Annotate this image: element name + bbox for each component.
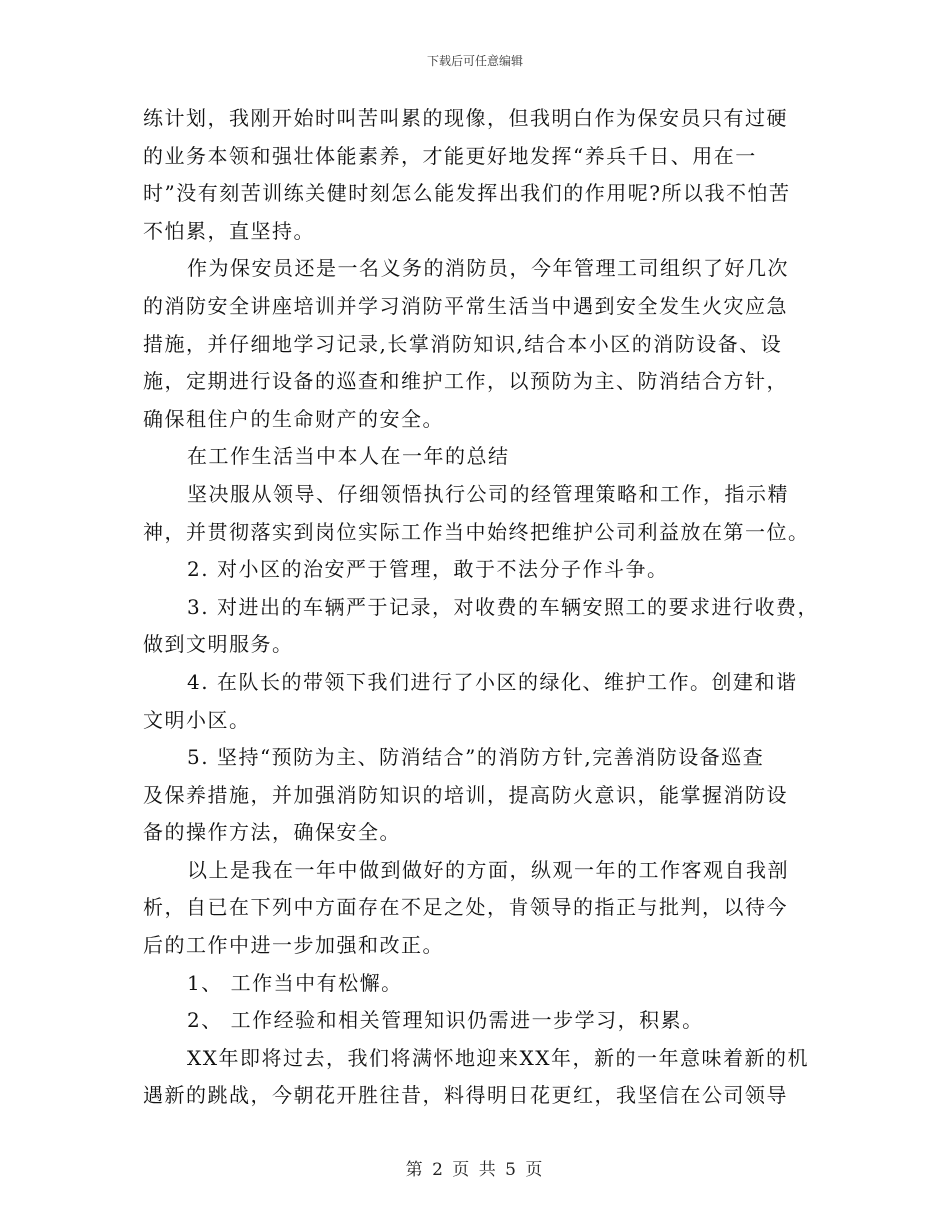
- text-line: 2、 工作经验和相关管理知识仍需进一步学习，积累。: [187, 1008, 704, 1033]
- text-line: 1、 工作当中有松懈。: [187, 970, 403, 995]
- text-line: 时”没有刻苦训练关健时刻怎么能发挥出我们的作用呢?所以我不怕苦: [143, 181, 791, 206]
- text-line: 5. 坚持“预防为主、防消结合”的消防方针,完善消防设备巡查: [187, 745, 765, 770]
- text-line: 练计划，我刚开始时叫苦叫累的现像，但我明白作为保安员只有过硬: [143, 106, 788, 130]
- text-line: 析，自已在下列中方面存在不足之处，肯领导的指正与批判，以待今: [143, 895, 788, 920]
- text-line: 确保租住户的生命财产的安全。: [143, 406, 444, 431]
- text-line: 的消防安全讲座培训并学习消防平常生活当中遇到安全发生火灾应急: [143, 293, 788, 318]
- text-line: 及保养措施，并加强消防知识的培训，提高防火意识，能掌握消防设: [143, 782, 788, 807]
- text-line: 做到文明服务。: [143, 632, 294, 657]
- text-line: XX年即将过去，我们将满怀地迎来XX年，新的一年意味着新的机: [187, 1045, 809, 1070]
- text-line: 作为保安员还是一名义务的消防员，今年管理工司组织了好几次: [187, 256, 789, 281]
- body-text: [143, 100, 819, 1115]
- text-line: 以上是我在一年中做到做好的方面，纵观一年的工作客观自我剖: [187, 857, 789, 882]
- text-line: 3. 对进出的车辆严于记录，对收费的车辆安照工的要求进行收费，: [187, 594, 819, 619]
- text-line: 2. 对小区的治安严于管理，敢于不法分子作斗争。: [187, 557, 669, 582]
- page-footer: 第 2 页 共 5 页: [405, 1160, 545, 1180]
- text-line: 在工作生活当中本人在一年的总结: [187, 444, 510, 469]
- page-header: 下载后可任意编辑: [426, 54, 523, 68]
- text-line: 不怕累，直坚持。: [143, 218, 315, 243]
- text-line: 文明小区。: [143, 707, 251, 732]
- text-line: 的业务本领和强壮体能素养，才能更好地发挥“养兵千日、用在一: [143, 143, 757, 168]
- text-line: 备的操作方法，确保安全。: [143, 820, 401, 845]
- text-line: 遇新的跳战，今朝花开胜往昔，料得明日花更红，我坚信在公司领导: [143, 1083, 788, 1108]
- text-line: 后的工作中进一步加强和改正。: [143, 933, 444, 958]
- text-line: 施，定期进行设备的巡查和维护工作，以预防为主、防消结合方针，: [143, 369, 788, 394]
- text-line: 神，并贯彻落实到岗位实际工作当中始终把维护公司利益放在第一位。: [143, 519, 810, 544]
- text-line: 坚决服从领导、仔细领悟执行公司的经管理策略和工作，指示精: [187, 481, 789, 506]
- text-line: 措施，并仔细地学习记录,长掌消防知识,结合本小区的消防设备、设: [143, 331, 783, 356]
- text-line: 4. 在队长的带领下我们进行了小区的绿化、维护工作。创建和谐: [187, 669, 798, 694]
